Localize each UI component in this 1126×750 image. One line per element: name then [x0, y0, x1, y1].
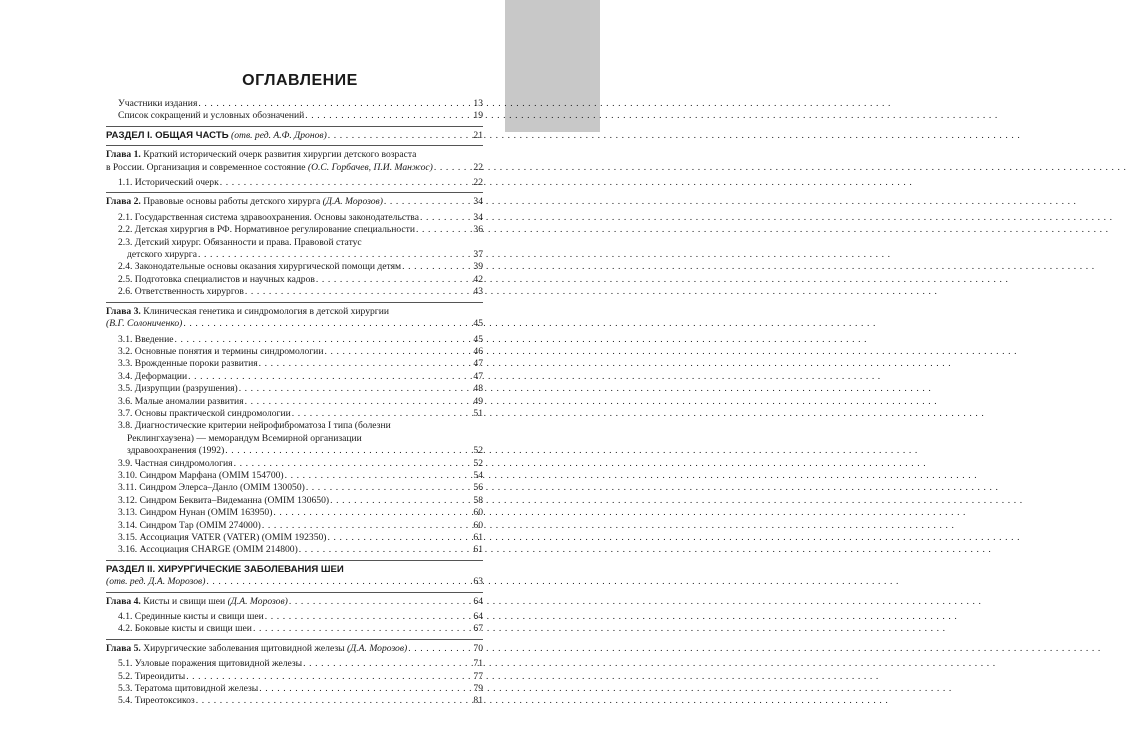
toc-entry-page: 45: [473, 333, 483, 345]
toc-entry-label: 3.8. Диагностические критерии нейрофиброматоза I типа (болезни: [118, 420, 391, 432]
section-editor: (отв. ред. Д.А. Морозов): [106, 576, 206, 588]
toc-entry-label: 3.11. Синдром Элерса–Данло (OMIM 130050): [118, 482, 305, 494]
toc-entry-label: 5.3. Тератома щитовидной железы: [118, 683, 259, 695]
toc-entry-label: 3.4. Деформации: [118, 370, 188, 382]
chapter-title: Кисты и свищи шеи: [143, 595, 226, 607]
toc-entry[interactable]: [106, 261, 483, 273]
toc-entry-page: 77: [473, 670, 483, 682]
chapter-heading-cont[interactable]: [106, 162, 483, 174]
toc-entry-page: 34: [473, 196, 483, 208]
divider: [106, 302, 483, 303]
chapter-title: Клиническая генетика и синдромология в детской хирургии: [143, 305, 389, 317]
chapter-authors: (О.С. Горбачев, П.И. Манжос): [307, 161, 433, 173]
chapter-heading[interactable]: [106, 596, 483, 608]
section-label: РАЗДЕЛ II. ХИРУРГИЧЕСКИЕ ЗАБОЛЕВАНИЯ ШЕИ: [106, 563, 344, 575]
toc-entry-page: 58: [473, 494, 483, 506]
toc-entry-page: 45: [473, 318, 483, 330]
chapter-authors: (Д.А. Морозов): [227, 595, 288, 607]
toc-entry-cont[interactable]: [106, 249, 483, 261]
toc-entry-label: 3.5. Дизрупции (разрушения): [118, 383, 238, 395]
toc-entry-cont[interactable]: [106, 433, 483, 445]
chapter-heading[interactable]: [106, 196, 483, 208]
toc-entry[interactable]: [106, 274, 483, 286]
toc-entry-page: 64: [473, 595, 483, 607]
toc-entry-label: 3.12. Синдром Беквита–Видеманна (OMIM 130650): [118, 494, 330, 506]
toc-entry-cont[interactable]: [106, 445, 483, 457]
toc-entry[interactable]: [106, 683, 483, 695]
toc-entry-label: 3.16. Ассоциация CHARGE (OMIM 214800): [118, 544, 298, 556]
toc-entry[interactable]: [106, 346, 483, 358]
toc-entry[interactable]: [106, 237, 483, 249]
toc-entry-label: 4.2. Боковые кисты и свищи шеи: [118, 623, 252, 635]
toc-entry-page: 54: [473, 469, 483, 481]
divider: [106, 126, 483, 127]
toc-entry-page: 63: [473, 576, 483, 588]
toc-entry-page: 21: [473, 129, 483, 141]
section-heading-cont[interactable]: [106, 576, 483, 588]
toc-entry-page: 61: [473, 532, 483, 543]
divider: [106, 560, 483, 561]
chapter-heading[interactable]: [106, 306, 483, 318]
toc-entry-page: 42: [473, 273, 483, 285]
toc-entry-label: 5.2. Тиреоидиты: [118, 670, 186, 682]
chapter-label: Глава 3.: [106, 305, 141, 317]
chapter-heading-cont[interactable]: [106, 318, 483, 330]
toc-entry[interactable]: [106, 371, 483, 383]
toc-entry-label: 3.10. Синдром Марфана (OMIM 154700): [118, 469, 284, 481]
toc-entry-label: 3.15. Ассоциация VATER (VATER) (OMIM 192350): [118, 532, 327, 543]
toc-entry-label: 5.1. Узловые поражения щитовидной железы: [118, 658, 303, 670]
toc-entry-page: 60: [473, 507, 483, 519]
toc-entry-label: 2.2. Детская хирургия в РФ. Нормативное регулирование специальности: [118, 224, 416, 236]
toc-entry[interactable]: [106, 358, 483, 370]
toc-entry-label: 3.14. Синдром Тар (OMIM 274000): [118, 519, 261, 531]
toc-entry[interactable]: [106, 458, 483, 470]
toc-entry[interactable]: [106, 623, 483, 635]
divider: [106, 145, 483, 146]
divider: [106, 592, 483, 593]
toc-entry-page: 36: [473, 224, 483, 236]
toc-entry[interactable]: [106, 495, 483, 507]
toc-entry-label: 5.4. Тиреотоксикоз: [118, 695, 195, 707]
toc-entry[interactable]: [106, 98, 483, 110]
toc-entry-label: здравоохранения (1992): [127, 445, 225, 457]
chapter-authors: (В.Г. Солониченко): [106, 318, 183, 330]
toc-entry-label: Список сокращений и условных обозначений: [118, 110, 305, 122]
section-label: РАЗДЕЛ I. ОБЩАЯ ЧАСТЬ: [106, 129, 229, 141]
toc-entry[interactable]: [106, 383, 483, 395]
toc-entry-label: 3.7. Основы практической синдромологии: [118, 407, 291, 419]
toc-entry-page: 48: [473, 383, 483, 395]
toc-entry-page: 67: [473, 623, 483, 635]
section-heading[interactable]: [106, 130, 483, 142]
toc-entry-label: 2.3. Детский хирург. Обязанности и права. Правовой статус: [118, 236, 362, 248]
toc-entry[interactable]: [106, 408, 483, 420]
toc-entry-page: 70: [473, 642, 483, 654]
toc-entry-page: 81: [473, 695, 483, 707]
toc-entry-page: 64: [473, 611, 483, 623]
toc-entry-page: 61: [473, 544, 483, 556]
toc-entry[interactable]: [106, 286, 483, 298]
toc-entry-page: 37: [473, 249, 483, 261]
toc-entry-page: 22: [473, 177, 483, 189]
table-of-contents: [106, 98, 483, 708]
toc-entry[interactable]: [106, 507, 483, 519]
toc-entry-label: 3.9. Частная синдромология: [118, 457, 233, 469]
toc-entry[interactable]: [106, 334, 483, 346]
chapter-title: Правовые основы работы детского хирурга: [143, 196, 321, 208]
toc-entry[interactable]: [106, 671, 483, 683]
chapter-authors: (Д.А. Морозов): [322, 196, 383, 208]
toc-entry[interactable]: [106, 396, 483, 408]
toc-entry-page: 22: [473, 161, 483, 173]
toc-entry-label: 4.1. Срединные кисты и свищи шеи: [118, 611, 264, 623]
toc-entry[interactable]: [106, 177, 483, 189]
toc-entry-label: 3.6. Малые аномалии развития: [118, 395, 244, 407]
toc-entry-page: 47: [473, 370, 483, 382]
toc-entry-page: 47: [473, 358, 483, 370]
toc-entry[interactable]: [106, 482, 483, 494]
divider: [106, 639, 483, 640]
toc-entry-page: 49: [473, 395, 483, 407]
toc-entry-page: 71: [473, 658, 483, 670]
toc-entry-page: 79: [473, 683, 483, 695]
chapter-label: Глава 4.: [106, 595, 141, 607]
toc-entry-page: 52: [473, 457, 483, 469]
toc-entry[interactable]: [106, 544, 483, 556]
toc-entry-page: 52: [473, 445, 483, 457]
chapter-title-line: в России. Организация и современное состояние: [106, 161, 306, 173]
toc-entry-page: 46: [473, 345, 483, 357]
toc-entry-label: 3.2. Основные понятия и термины синдромологии: [118, 345, 324, 357]
toc-entry-label: 3.13. Синдром Нунан (OMIM 163950): [118, 507, 273, 519]
chapter-label: Глава 1.: [106, 149, 141, 161]
toc-entry[interactable]: [106, 224, 483, 236]
toc-entry[interactable]: [106, 420, 483, 432]
toc-entry-page: 19: [473, 110, 483, 122]
chapter-authors: (Д.А. Морозов): [346, 642, 408, 654]
toc-entry-page: 51: [473, 407, 483, 419]
toc-entry-label: 3.3. Врожденные пороки развития: [118, 358, 258, 370]
toc-entry-label: 2.4. Законодательные основы оказания хирургической помощи детям: [118, 261, 402, 273]
toc-entry[interactable]: [106, 212, 483, 224]
toc-entry[interactable]: [106, 110, 483, 122]
toc-entry-label: 2.1. Государственная система здравоохранения. Основы законодательства: [118, 211, 419, 223]
toc-entry-label: Участники издания: [118, 98, 198, 109]
toc-entry-label: 2.6. Ответственность хирургов: [118, 286, 244, 298]
toc-entry-page: 60: [473, 519, 483, 531]
toc-entry-label: 2.5. Подготовка специалистов и научных кадров: [118, 273, 315, 285]
toc-entry-page: 43: [473, 286, 483, 298]
section-editor: (отв. ред. А.Ф. Дронов): [231, 129, 327, 141]
chapter-title: Хирургические заболевания щитовидной железы: [143, 642, 345, 654]
toc-entry-label: детского хирурга: [127, 249, 197, 261]
toc-entry-page: 56: [473, 482, 483, 494]
toc-entry[interactable]: [106, 532, 483, 544]
section-heading[interactable]: [106, 564, 483, 576]
toc-entry[interactable]: [106, 658, 483, 670]
toc-entry[interactable]: [106, 695, 483, 707]
chapter-title-line: Краткий исторический очерк развития хирургии детского возраста: [143, 149, 417, 161]
chapter-label: Глава 5.: [106, 642, 141, 654]
chapter-heading[interactable]: [106, 643, 483, 655]
chapter-heading[interactable]: [106, 149, 483, 161]
toc-entry-page: 13: [473, 98, 483, 109]
page-title: ОГЛАВЛЕНИЕ: [242, 72, 358, 89]
toc-entry-page: 39: [473, 261, 483, 273]
toc-entry[interactable]: [106, 470, 483, 482]
divider: [106, 192, 483, 193]
toc-entry-label: 3.1. Введение: [118, 333, 174, 345]
toc-entry-label: Реклингхаузена) — меморандум Всемирной организации: [127, 432, 362, 444]
toc-entry[interactable]: [106, 611, 483, 623]
toc-entry-label: 1.1. Исторический очерк: [118, 177, 219, 189]
toc-entry[interactable]: [106, 520, 483, 532]
chapter-label: Глава 2.: [106, 196, 141, 208]
toc-entry-page: 34: [473, 211, 483, 223]
